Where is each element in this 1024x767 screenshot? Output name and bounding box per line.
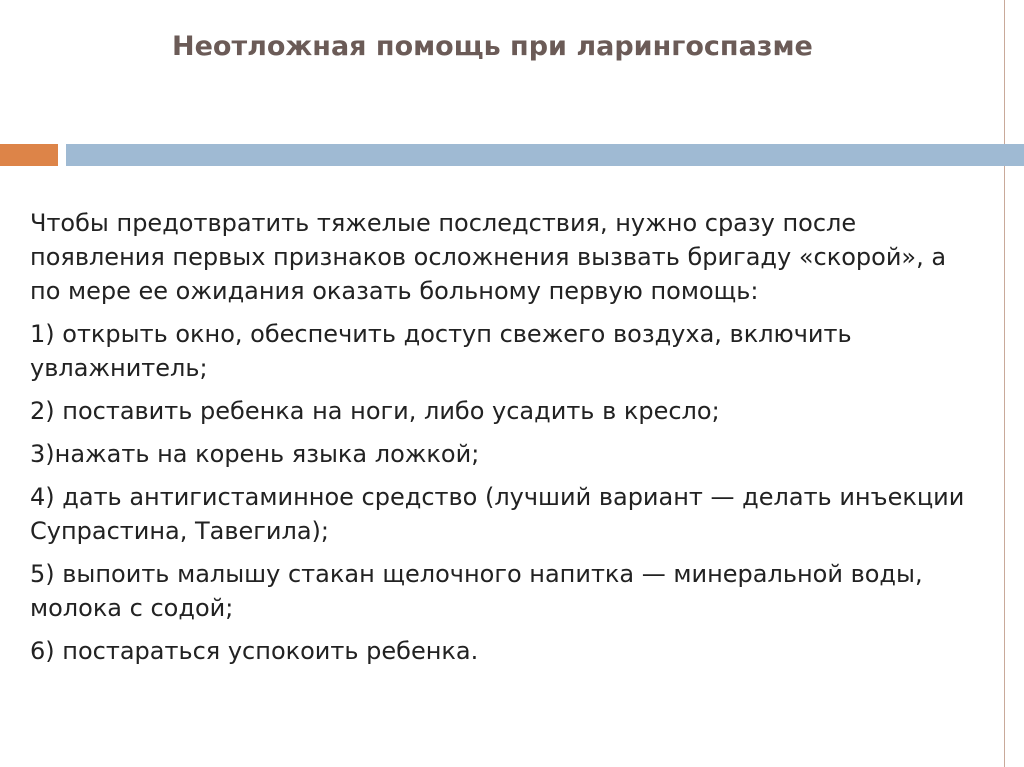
intro-paragraph: Чтобы предотвратить тяжелые последствия, нужно сразу после появления первых признаков осложнения вызвать бригаду «скорой», а по мере ее ожидания оказать больному первую помощь: [30,209,947,305]
slide-body [30,206,970,668]
step-1: 1) открыть окно, обеспечить доступ свежего воздуха, включить увлажнитель; [30,320,852,382]
accent-bar-orange [0,144,58,166]
frame-line-bottom [1004,166,1005,767]
step-5: 5) выпоить малышу стакан щелочного напитка — минеральной воды, молока с содой; [30,560,923,622]
frame-line-top [1004,0,1005,144]
slide-title: Неотложная помощь при ларингоспазме [172,31,813,62]
step-4: 4) дать антигистаминное средство (лучший вариант — делать инъекции Супрастина, Тавегила); [30,483,965,545]
step-3: 3)нажать на корень языка ложкой; [30,440,480,468]
step-6: 6) постараться успокоить ребенка. [30,637,479,665]
accent-bar-blue [66,144,1024,166]
step-2: 2) поставить ребенка на ноги, либо усадить в кресло; [30,397,720,425]
